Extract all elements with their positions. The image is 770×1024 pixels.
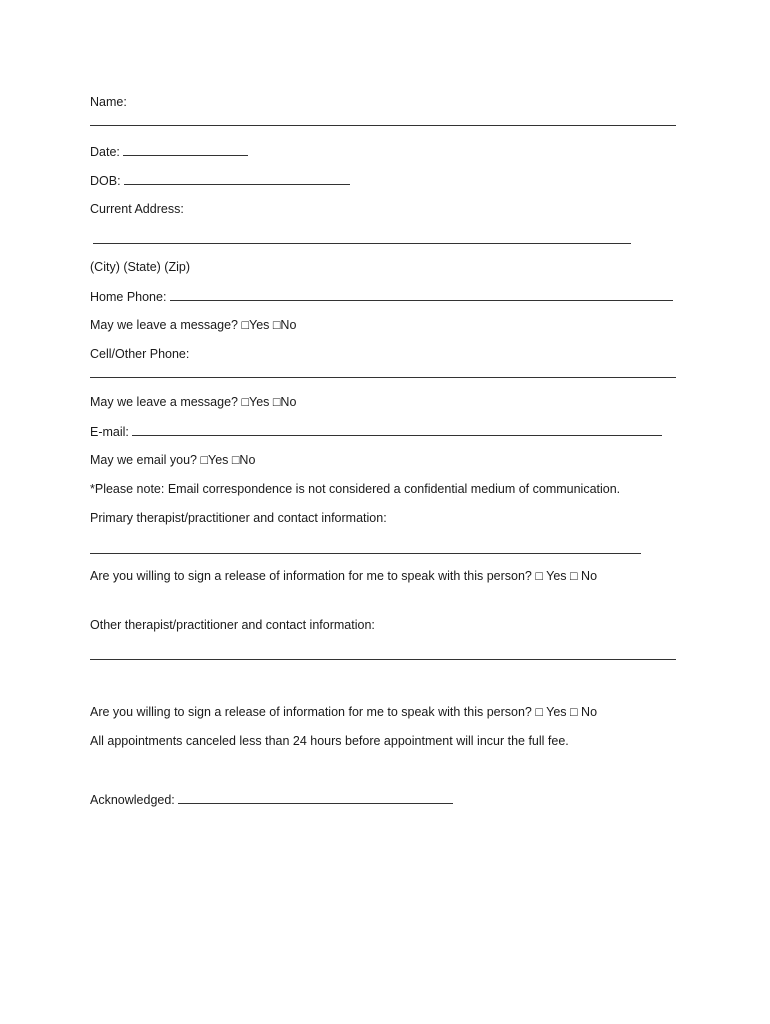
email-field-line[interactable]: [132, 424, 662, 436]
dob-label: DOB:: [90, 174, 121, 188]
city-state-zip-label: (City) (State) (Zip): [90, 260, 190, 274]
name-label: Name:: [90, 95, 127, 109]
release-question-1[interactable]: Are you willing to sign a release of information for me to speak with this person? □ Yes □ No: [90, 569, 598, 583]
home-phone-label: Home Phone:: [90, 290, 167, 304]
cancellation-policy: All appointments canceled less than 24 hours before appointment will incur the full fee.: [90, 734, 569, 748]
cell-phone-label: Cell/Other Phone:: [90, 347, 190, 361]
date-label: Date:: [90, 145, 120, 159]
release-question-2[interactable]: Are you willing to sign a release of information for me to speak with this person? □ Yes □ No: [90, 705, 598, 719]
leave-message-question-1[interactable]: May we leave a message? □Yes □No: [90, 318, 297, 332]
other-therapist-field-line[interactable]: [90, 659, 676, 660]
email-permission-question[interactable]: May we email you? □Yes □No: [90, 453, 256, 467]
acknowledged-label: Acknowledged:: [90, 793, 175, 807]
date-field-line[interactable]: [123, 144, 248, 156]
acknowledged-signature-line[interactable]: [178, 792, 453, 804]
primary-therapist-field-line[interactable]: [90, 553, 641, 554]
leave-message-question-2[interactable]: May we leave a message? □Yes □No: [90, 395, 297, 409]
email-label: E-mail:: [90, 425, 129, 439]
other-therapist-label: Other therapist/practitioner and contact information:: [90, 618, 375, 632]
current-address-label: Current Address:: [90, 202, 184, 216]
address-field-line[interactable]: [93, 243, 631, 244]
email-confidentiality-note: *Please note: Email correspondence is not considered a confidential medium of communication.: [90, 482, 621, 496]
dob-field-line[interactable]: [124, 173, 350, 185]
cell-phone-field-line[interactable]: [90, 377, 676, 378]
primary-therapist-label: Primary therapist/practitioner and contact information:: [90, 511, 387, 525]
name-field-line[interactable]: [90, 125, 676, 126]
home-phone-field-line[interactable]: [170, 289, 673, 301]
